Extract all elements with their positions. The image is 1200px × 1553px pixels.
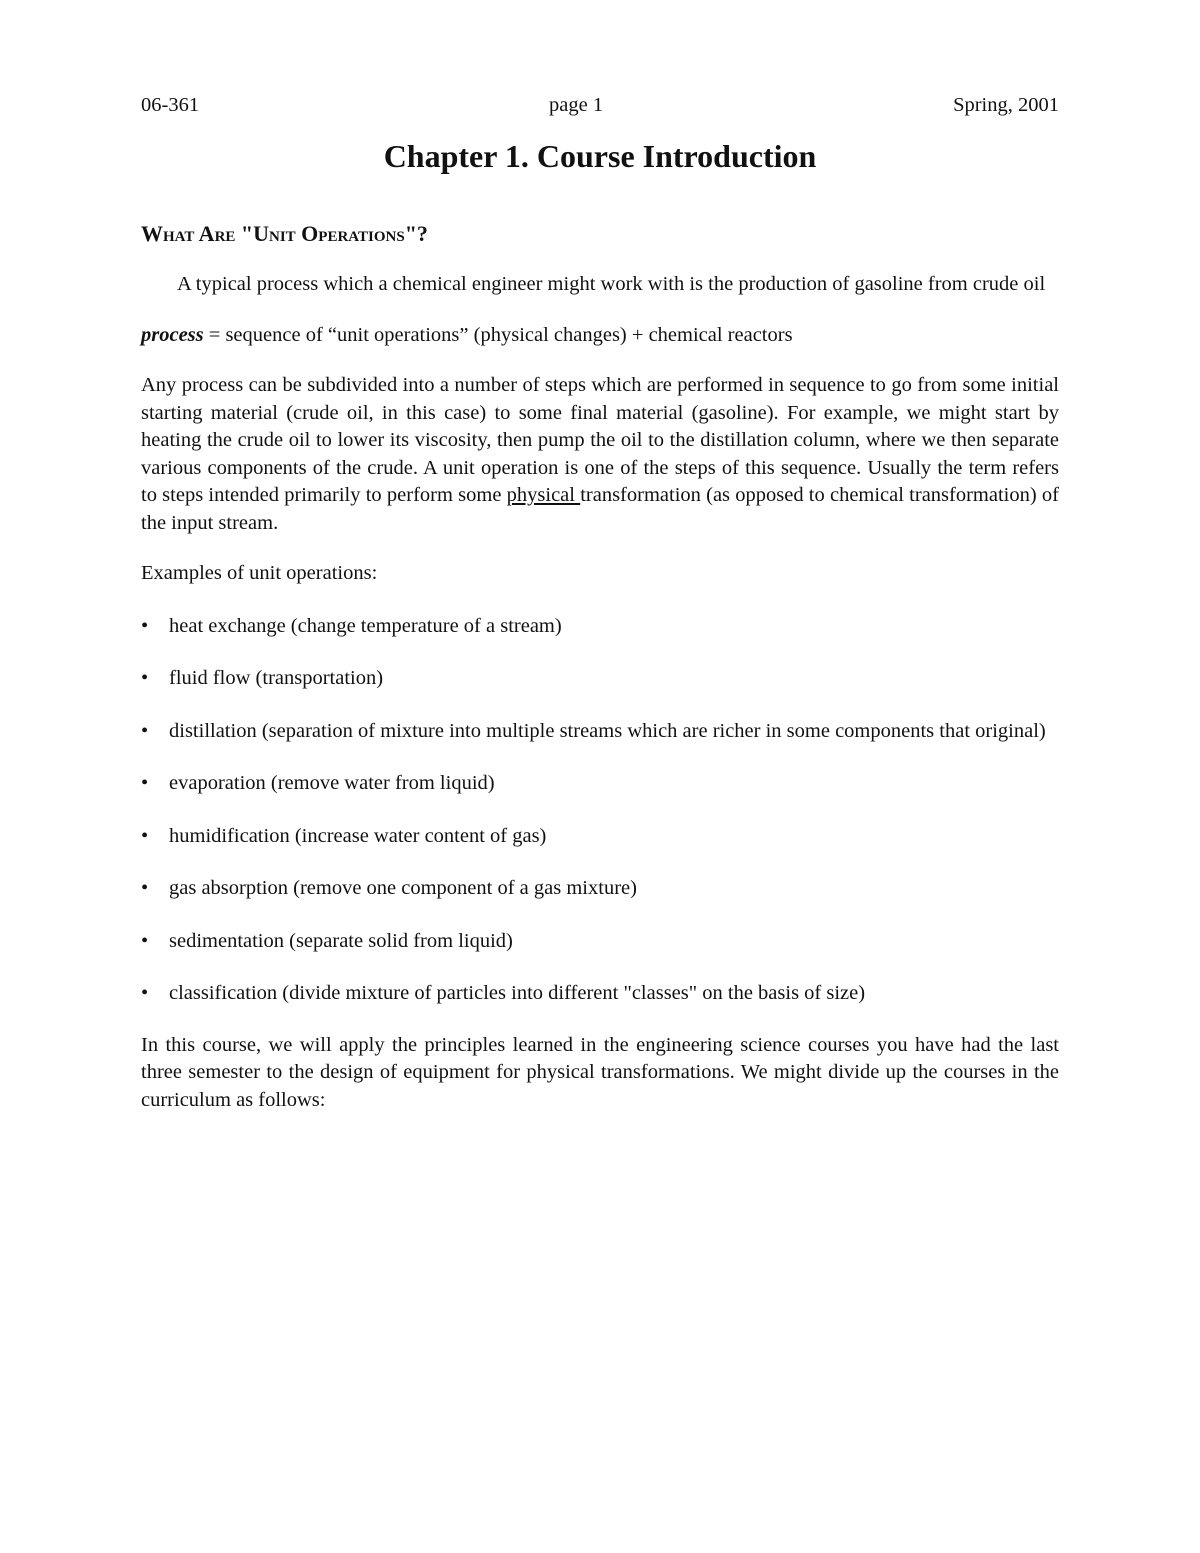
bullet-icon: •: [141, 982, 149, 1004]
list-item-text: evaporation (remove water from liquid): [169, 772, 495, 794]
list-item: [141, 665, 1059, 693]
list-item: [141, 875, 1059, 903]
list-item: [141, 823, 1059, 851]
underlined-word: physical: [506, 484, 581, 506]
closing-paragraph: In this course, we will apply the principles learned in the engineering science courses you have had the last three semester to the design of equipment for physical transformations. We might divide up the courses in the curriculum as follows:: [141, 1033, 1059, 1111]
intro-paragraph: A typical process which a chemical engineer might work with is the production of gasoline from crude oil: [177, 273, 1046, 295]
list-item: [141, 613, 1059, 641]
definition-text: = sequence of “unit operations” (physical changes) + chemical reactors: [203, 323, 793, 346]
list-item: [141, 928, 1059, 956]
bullet-icon: •: [141, 772, 149, 794]
list-item-text: sedimentation (separate solid from liquid): [169, 929, 513, 952]
term-label: Spring, 2001: [953, 94, 1059, 116]
running-header: [141, 92, 1059, 126]
course-number: 06-361: [141, 94, 200, 116]
chapter-title: Chapter 1. Course Introduction: [383, 138, 817, 174]
list-item-text: humidification (increase water content of gas): [169, 824, 547, 847]
unit-operations-list: [141, 613, 1059, 1008]
bullet-icon: •: [141, 719, 149, 742]
defined-term: process: [141, 323, 204, 346]
list-item: [141, 718, 1059, 746]
bullet-icon: •: [141, 929, 149, 952]
list-item-text: fluid flow (transportation): [169, 667, 384, 689]
bullet-icon: •: [141, 877, 149, 899]
list-item-text: distillation (separation of mixture into multiple streams which are richer in some components that original): [169, 719, 1046, 742]
section-heading: What Are "Unit Operations"?: [141, 221, 428, 246]
page-number: page 1: [549, 94, 604, 116]
explanation-text-end: transformation (as opposed to chemical transformation) of the input stream.: [141, 484, 1059, 534]
list-item: [141, 980, 1059, 1008]
explanation-text-start: Any process can be subdivided into a number of steps which are performed in sequence to go from some initial starting material (crude oil, in this case) to some final material (gasoline). For example, we might start by heating the crude oil to lower its viscosity, then pump the oil to the distillation column, where we then separate various components of the crude. A unit operation is one of the steps of this sequence. Usually the term refers to steps intended primarily to perform some: [141, 374, 1059, 506]
explanation-paragraph: [141, 372, 1059, 537]
examples-intro: Examples of unit operations:: [141, 562, 378, 584]
list-item-text: classification (divide mixture of particles into different "classes" on the basis of size): [169, 982, 866, 1004]
list-item: [141, 770, 1059, 798]
bullet-icon: •: [141, 614, 149, 637]
list-item-text: heat exchange (change temperature of a stream): [169, 614, 562, 637]
list-item-text: gas absorption (remove one component of a gas mixture): [169, 877, 637, 899]
bullet-icon: •: [141, 667, 149, 689]
definition-paragraph: [141, 322, 1059, 350]
bullet-icon: •: [141, 824, 149, 847]
page-content: [141, 92, 1059, 1114]
